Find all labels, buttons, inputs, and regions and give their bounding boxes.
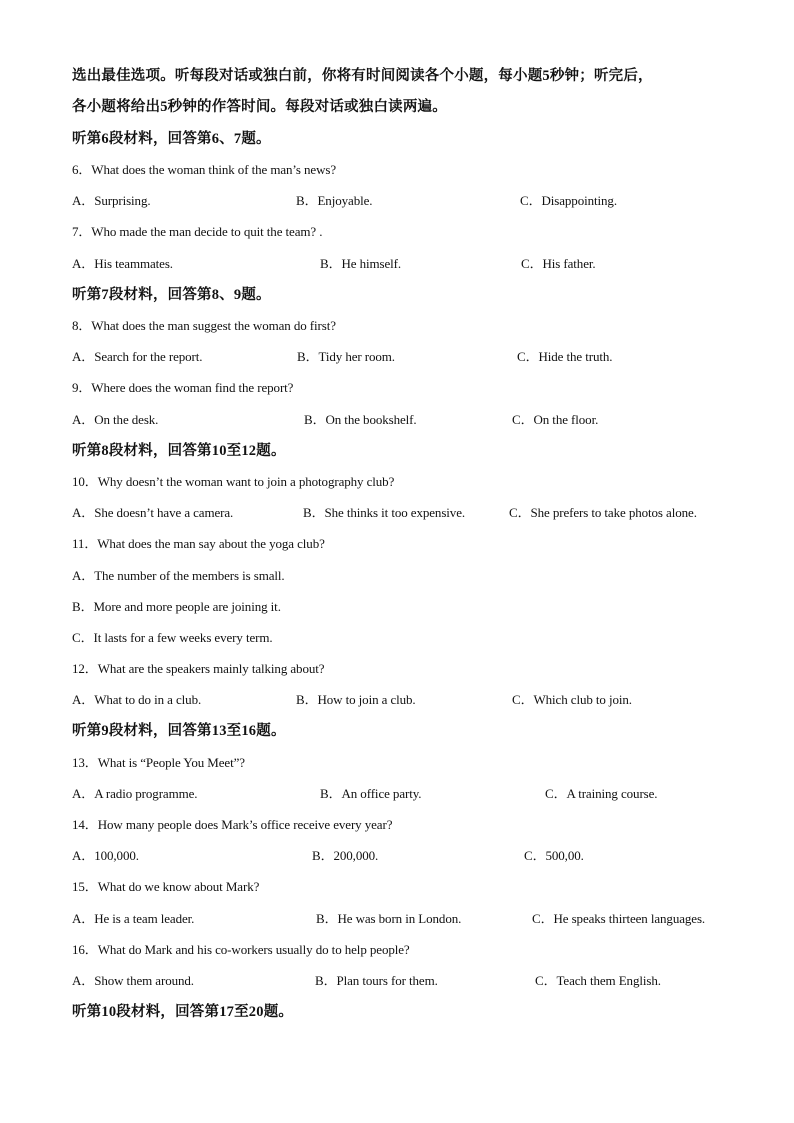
question-10-stem: 10．Why doesn’t the woman want to join a photography club? (72, 474, 395, 489)
question-7-stem: 7．Who made the man decide to quit the team? . (72, 224, 323, 239)
question-12-option-a: A．What to do in a club. (72, 692, 202, 707)
question-12-stem: 12．What are the speakers mainly talking about? (72, 661, 325, 676)
question-15-stem: 15．What do we know about Mark? (72, 879, 260, 894)
section-heading-8: 听第8段材料，回答第10至12题。 (72, 443, 286, 459)
question-16-option-c: C．Teach them English. (535, 973, 661, 988)
question-11-option-c: C．It lasts for a few weeks every term. (72, 630, 273, 645)
question-6-option-c: C．Disappointing. (520, 193, 617, 208)
question-10-option-c: C．She prefers to take photos alone. (509, 505, 697, 520)
question-12-option-b: B．How to join a club. (296, 692, 416, 707)
section-heading-10: 听第10段材料，回答第17至20题。 (72, 1004, 294, 1020)
section-heading-7: 听第7段材料，回答第8、9题。 (72, 287, 271, 303)
question-13-option-b: B．An office party. (320, 786, 422, 801)
question-14-option-a: A．100,000. (72, 848, 139, 863)
question-8-option-c: C．Hide the truth. (517, 349, 613, 364)
question-16-option-a: A．Show them around. (72, 973, 194, 988)
question-8-option-a: A．Search for the report. (72, 349, 203, 364)
question-13-stem: 13．What is “People You Meet”? (72, 755, 245, 770)
question-10-option-a: A．She doesn’t have a camera. (72, 505, 234, 520)
question-13-option-a: A．A radio programme. (72, 786, 198, 801)
instructions-line-2: 各小题将给出5秒钟的作答时间。每段对话或独白读两遍。 (72, 99, 447, 115)
question-8-stem: 8．What does the man suggest the woman do first? (72, 318, 336, 333)
question-9-option-a: A．On the desk. (72, 412, 159, 427)
question-7-option-a: A．His teammates. (72, 256, 173, 271)
question-7-option-c: C．His father. (521, 256, 596, 271)
instructions-line-1: 选出最佳选项。听每段对话或独白前，你将有时间阅读各个小题，每小题5秒钟；听完后， (72, 68, 653, 84)
question-10-option-b: B．She thinks it too expensive. (303, 505, 466, 520)
question-15-option-b: B．He was born in London. (316, 911, 462, 926)
question-6-option-b: B．Enjoyable. (296, 193, 373, 208)
question-9-option-b: B．On the bookshelf. (304, 412, 417, 427)
question-14-option-b: B．200,000. (312, 848, 379, 863)
question-9-option-c: C．On the floor. (512, 412, 599, 427)
question-16-option-b: B．Plan tours for them. (315, 973, 438, 988)
question-15-option-c: C．He speaks thirteen languages. (532, 911, 706, 926)
question-7-option-b: B．He himself. (320, 256, 402, 271)
section-heading-6: 听第6段材料，回答第6、7题。 (72, 131, 271, 147)
question-14-option-c: C．500,00. (524, 848, 584, 863)
question-9-stem: 9．Where does the woman find the report? (72, 380, 294, 395)
question-8-option-b: B．Tidy her room. (297, 349, 395, 364)
question-13-option-c: C．A training course. (545, 786, 658, 801)
question-11-stem: 11．What does the man say about the yoga club? (72, 536, 325, 551)
section-heading-9: 听第9段材料，回答第13至16题。 (72, 723, 286, 739)
question-11-option-a: A．The number of the members is small. (72, 568, 285, 583)
question-11-option-b: B．More and more people are joining it. (72, 599, 281, 614)
question-16-stem: 16．What do Mark and his co-workers usually do to help people? (72, 942, 410, 957)
question-6-stem: 6．What does the woman think of the man’s news? (72, 162, 337, 177)
question-6-option-a: A．Surprising. (72, 193, 151, 208)
question-12-option-c: C．Which club to join. (512, 692, 632, 707)
question-15-option-a: A．He is a team leader. (72, 911, 195, 926)
question-14-stem: 14．How many people does Mark’s office receive every year? (72, 817, 393, 832)
